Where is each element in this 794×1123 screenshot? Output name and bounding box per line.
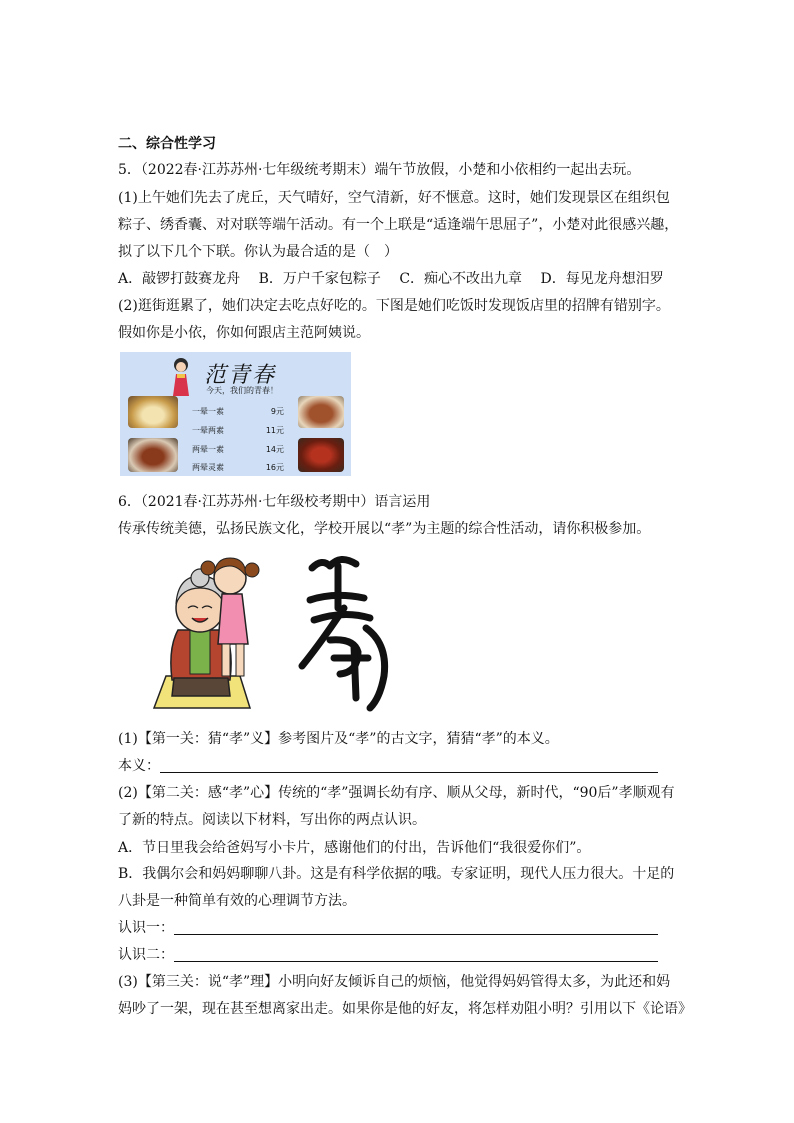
menu-item [192, 462, 284, 473]
option-d[interactable]: D．每见龙舟想汨罗 [540, 271, 664, 287]
insight-two [118, 943, 678, 967]
food-photo [298, 438, 344, 472]
menu-slogan: 今天，我们的青春！ [206, 386, 278, 395]
menu-board-image [120, 352, 351, 476]
menu-item-price: 16元 [265, 463, 284, 472]
option-a[interactable]: A．敲锣打鼓赛龙舟 [118, 271, 241, 287]
girl-mascot-icon [170, 356, 192, 398]
q6-header: 6．（2021春·江苏苏州·七年级校考期中）语言运用 [118, 494, 431, 510]
insight-one [118, 916, 678, 940]
q6-part3-line2: 妈吵了一架，现在甚至想离家出走。如果你是他的好友，将怎样劝阻小明？引用以下《论语》 [118, 1001, 692, 1017]
q6-part3-line1: (3)【第三关：说“孝”理】小明向好友倾诉自己的烦恼，他觉得妈妈管得太多，为此还和妈 [118, 974, 671, 990]
ancient-xiao-character-icon [302, 559, 385, 708]
answer-label: 认识一： [118, 920, 174, 936]
answer-blank[interactable] [174, 945, 658, 962]
q5-part1-line3: 拟了以下几个下联。你认为最合适的是（ ） [118, 244, 398, 260]
q6-part2-line1: (2)【第二关：感“孝”心】传统的“孝”强调长幼有序、顺从父母，新时代，“90后”孝顺观有 [118, 785, 675, 801]
menu-item-name: 一晕一素 [192, 407, 224, 416]
menu-item-price: 9元 [270, 407, 284, 416]
q5-header: 5．（2022春·江苏苏州·七年级统考期末）端午节放假，小楚和小依相约一起出去玩。 [118, 162, 641, 178]
answer-label: 本义： [118, 758, 160, 774]
answer-label: 认识二： [118, 947, 174, 963]
q5-part2-line1: (2)逛街逛累了，她们决定去吃点好吃的。下图是她们吃饭时发现饭店里的招牌有错别字。 [118, 298, 670, 314]
q5-options [118, 267, 678, 291]
section-title: 二、综合性学习 [118, 136, 216, 152]
material-b-line2: 八卦是一种简单有效的心理调节方法。 [118, 893, 356, 909]
answer-blank[interactable] [160, 756, 658, 773]
food-photo [128, 438, 178, 472]
q5-part1-line1: (1)上午她们先去了虎丘，天气晴好，空气清新，好不惬意。这时，她们发现景区在组织包 [118, 190, 670, 206]
menu-item-name: 两晕一素 [192, 445, 224, 454]
q5-part2-line2: 假如你是小依，你如何跟店主范阿姨说。 [118, 325, 370, 341]
material-a: A．节日里我会给爸妈写小卡片，感谢他们的付出，告诉他们“我很爱你们”。 [118, 840, 591, 856]
food-photo [128, 396, 178, 428]
q5-part1-line2: 粽子、绣香囊、对对联等端午活动。有一个上联是“适逢端午思屈子”，小楚对此很感兴趣， [118, 217, 679, 233]
menu-item [192, 444, 284, 455]
menu-title: 范青春 [204, 363, 277, 388]
material-b-line1: B．我偶尔会和妈妈聊聊八卦。这是有科学依据的哦。专家证明，现代人压力很大。十足的 [118, 866, 675, 882]
q6-part2-line2: 了新的特点。阅读以下材料，写出你的两点认识。 [118, 812, 426, 828]
menu-item-name: 两晕灵素 [192, 463, 224, 472]
option-b[interactable]: B．万户千家包粽子 [258, 271, 381, 287]
q6-intro: 传承传统美德，弘扬民族文化，学校开展以“孝”为主题的综合性活动，请你积极参加。 [118, 521, 651, 537]
menu-item [192, 406, 284, 417]
filial-piety-illustration [144, 548, 394, 713]
menu-item-name: 一晕两素 [192, 426, 224, 435]
option-c[interactable]: C．痴心不改出九章 [399, 271, 523, 287]
menu-item-price: 11元 [265, 426, 284, 435]
food-photo [298, 396, 344, 428]
q6-part1: (1)【第一关：猜“孝”义】参考图片及“孝”的古文字，猜猜“孝”的本义。 [118, 731, 559, 747]
answer-blank[interactable] [174, 918, 658, 935]
menu-item-price: 14元 [265, 445, 284, 454]
q6-part1-answer [118, 754, 678, 778]
menu-item [192, 425, 284, 436]
